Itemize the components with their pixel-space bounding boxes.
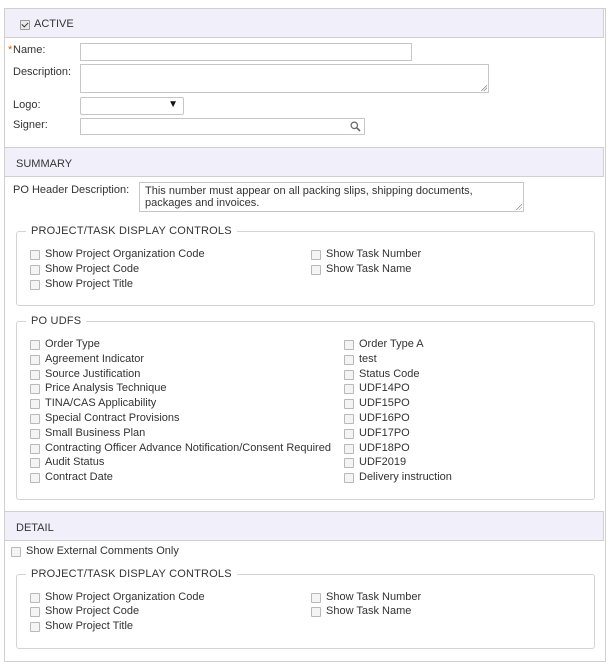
logo-label: Logo: [13,99,41,111]
po-header-textarea[interactable] [139,182,524,212]
show-task-number-checkbox[interactable] [311,250,321,260]
detail-show-task-number-checkbox[interactable] [311,593,321,603]
show-external-comments-label: Show External Comments Only [26,545,179,557]
udf-checkbox[interactable] [30,370,40,380]
udf-checkbox[interactable] [344,473,354,483]
udf-checkbox[interactable] [344,384,354,394]
active-checkbox[interactable] [20,20,30,30]
detail-title: DETAIL [16,522,54,534]
udf-checkbox[interactable] [30,458,40,468]
udf-label: Special Contract Provisions [45,412,180,424]
udf-checkbox[interactable] [344,370,354,380]
udf-checkbox[interactable] [344,429,354,439]
fieldset-legend: PO UDFS [26,315,86,327]
active-header [4,8,604,38]
required-mark: * [8,44,13,56]
checkbox-label: Show Task Name [326,263,412,275]
udf-checkbox[interactable] [30,340,40,350]
udf-label: Audit Status [45,456,105,468]
fieldset-legend: PROJECT/TASK DISPLAY CONTROLS [26,568,237,580]
udf-label: test [359,353,377,365]
checkbox-label: Show Project Organization Code [45,248,205,260]
udf-checkbox[interactable] [344,458,354,468]
checkbox-label: Show Task Name [326,605,412,617]
udf-checkbox[interactable] [30,473,40,483]
udf-label: Source Justification [45,368,141,380]
udf-checkbox[interactable] [30,355,40,365]
description-label: Description: [13,66,72,78]
udf-checkbox[interactable] [344,414,354,424]
name-input[interactable] [80,43,412,61]
udf-label: UDF16PO [359,412,410,424]
show-project-org-code-checkbox[interactable] [30,250,40,260]
udf-label: UDF15PO [359,397,410,409]
show-task-name-checkbox[interactable] [311,265,321,275]
summary-title: SUMMARY [16,158,73,170]
udf-checkbox[interactable] [344,340,354,350]
checkbox-label: Show Project Code [45,605,140,617]
active-label: ACTIVE [34,18,74,30]
udf-label: UDF14PO [359,382,410,394]
udf-label: Small Business Plan [45,427,146,439]
udf-checkbox[interactable] [30,444,40,454]
udf-label: Status Code [359,368,420,380]
udf-label: Order Type [45,338,100,350]
logo-select[interactable] [80,97,184,115]
udf-label: Contract Date [45,471,113,483]
udf-label: TINA/CAS Applicability [45,397,157,409]
show-project-code-checkbox[interactable] [30,265,40,275]
udf-checkbox[interactable] [30,399,40,409]
signer-input[interactable] [80,118,365,135]
detail-show-project-title-checkbox[interactable] [30,622,40,632]
udf-label: Agreement Indicator [45,353,145,365]
search-icon[interactable] [350,121,361,132]
udf-checkbox[interactable] [30,384,40,394]
detail-show-project-org-code-checkbox[interactable] [30,593,40,603]
udf-label: Delivery instruction [359,471,452,483]
udf-label: Contracting Officer Advance Notification/Consent Required [45,442,331,454]
dropdown-arrow-icon: ▼ [168,99,178,110]
checkbox-label: Show Task Number [326,248,422,260]
detail-show-project-code-checkbox[interactable] [30,607,40,617]
summary-header [4,147,604,177]
udf-label: Order Type A [359,338,424,350]
udf-checkbox[interactable] [344,399,354,409]
show-project-title-checkbox[interactable] [30,280,40,290]
udf-checkbox[interactable] [30,414,40,424]
resize-grip-icon[interactable] [480,84,487,91]
signer-label: Signer: [13,119,48,131]
udf-label: UDF18PO [359,442,410,454]
description-textarea[interactable] [80,64,489,93]
fieldset-legend: PROJECT/TASK DISPLAY CONTROLS [26,225,237,237]
udf-label: UDF2019 [359,456,407,468]
checkbox-label: Show Project Code [45,263,140,275]
udf-label: Price Analysis Technique [45,382,167,394]
checkbox-label: Show Task Number [326,591,422,603]
detail-show-task-name-checkbox[interactable] [311,607,321,617]
udf-checkbox[interactable] [344,444,354,454]
po-header-value: This number must appear on all packing slips, shipping documents, packages and invoices. [145,185,473,209]
resize-grip-icon[interactable] [515,203,522,210]
name-label: Name: [13,44,46,56]
detail-header [4,511,604,541]
checkbox-label: Show Project Organization Code [45,591,205,603]
checkbox-label: Show Project Title [45,278,134,290]
udf-label: UDF17PO [359,427,410,439]
checkbox-label: Show Project Title [45,620,134,632]
po-header-label: PO Header Description: [13,184,130,196]
show-external-comments-checkbox[interactable] [11,547,21,557]
udf-checkbox[interactable] [344,355,354,365]
udf-checkbox[interactable] [30,429,40,439]
